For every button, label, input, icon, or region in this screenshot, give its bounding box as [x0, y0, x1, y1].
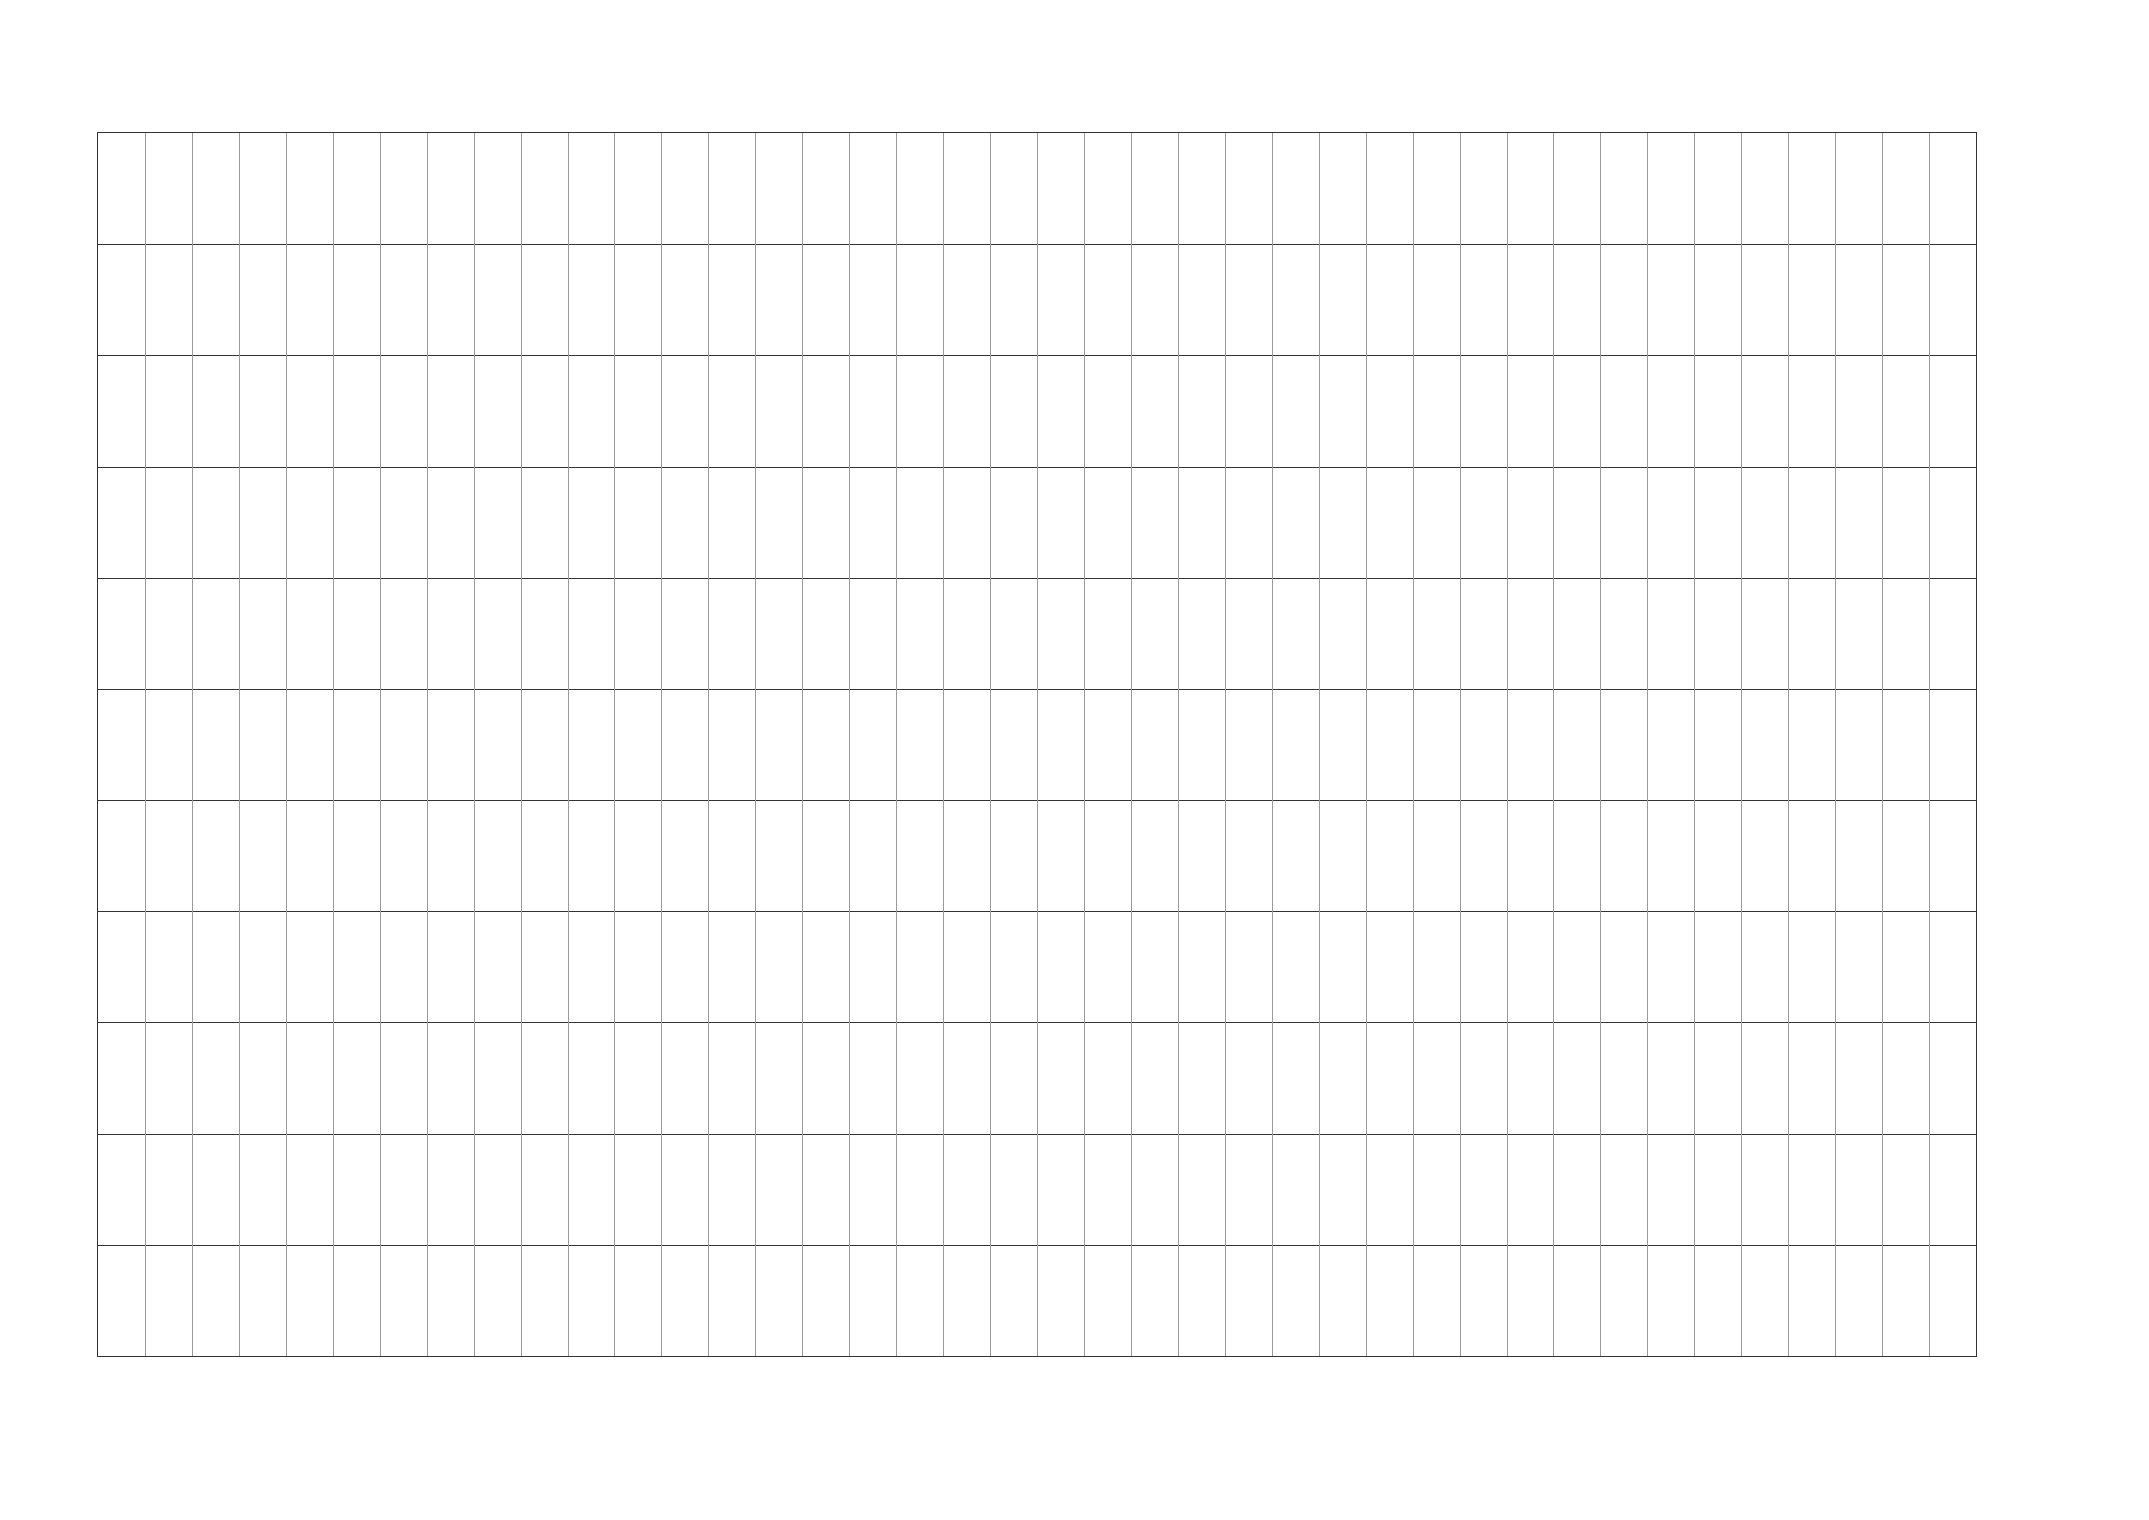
column-divider	[802, 133, 803, 1356]
column-divider	[943, 133, 944, 1356]
column-divider	[1225, 133, 1226, 1356]
column-divider	[1600, 133, 1601, 1356]
column-divider	[333, 133, 334, 1356]
column-divider	[1835, 133, 1836, 1356]
column-divider	[474, 133, 475, 1356]
column-divider	[1178, 133, 1179, 1356]
column-divider	[568, 133, 569, 1356]
column-divider	[1084, 133, 1085, 1356]
column-divider	[1413, 133, 1414, 1356]
column-divider	[1319, 133, 1320, 1356]
column-divider	[1694, 133, 1695, 1356]
column-divider	[380, 133, 381, 1356]
column-divider	[145, 133, 146, 1356]
column-divider	[1037, 133, 1038, 1356]
column-divider	[1131, 133, 1132, 1356]
column-divider	[614, 133, 615, 1356]
column-divider	[192, 133, 193, 1356]
column-divider	[755, 133, 756, 1356]
column-divider	[849, 133, 850, 1356]
column-divider	[1882, 133, 1883, 1356]
column-divider	[1366, 133, 1367, 1356]
column-divider	[990, 133, 991, 1356]
column-divider	[1647, 133, 1648, 1356]
column-divider	[427, 133, 428, 1356]
column-divider	[1272, 133, 1273, 1356]
column-divider	[896, 133, 897, 1356]
column-divider	[521, 133, 522, 1356]
column-divider	[1741, 133, 1742, 1356]
project-table	[97, 132, 1977, 1357]
column-divider	[1929, 133, 1930, 1356]
column-divider	[1507, 133, 1508, 1356]
column-divider	[1788, 133, 1789, 1356]
column-divider	[1460, 133, 1461, 1356]
column-divider	[661, 133, 662, 1356]
column-divider	[708, 133, 709, 1356]
column-divider	[1553, 133, 1554, 1356]
column-divider	[286, 133, 287, 1356]
column-divider	[239, 133, 240, 1356]
